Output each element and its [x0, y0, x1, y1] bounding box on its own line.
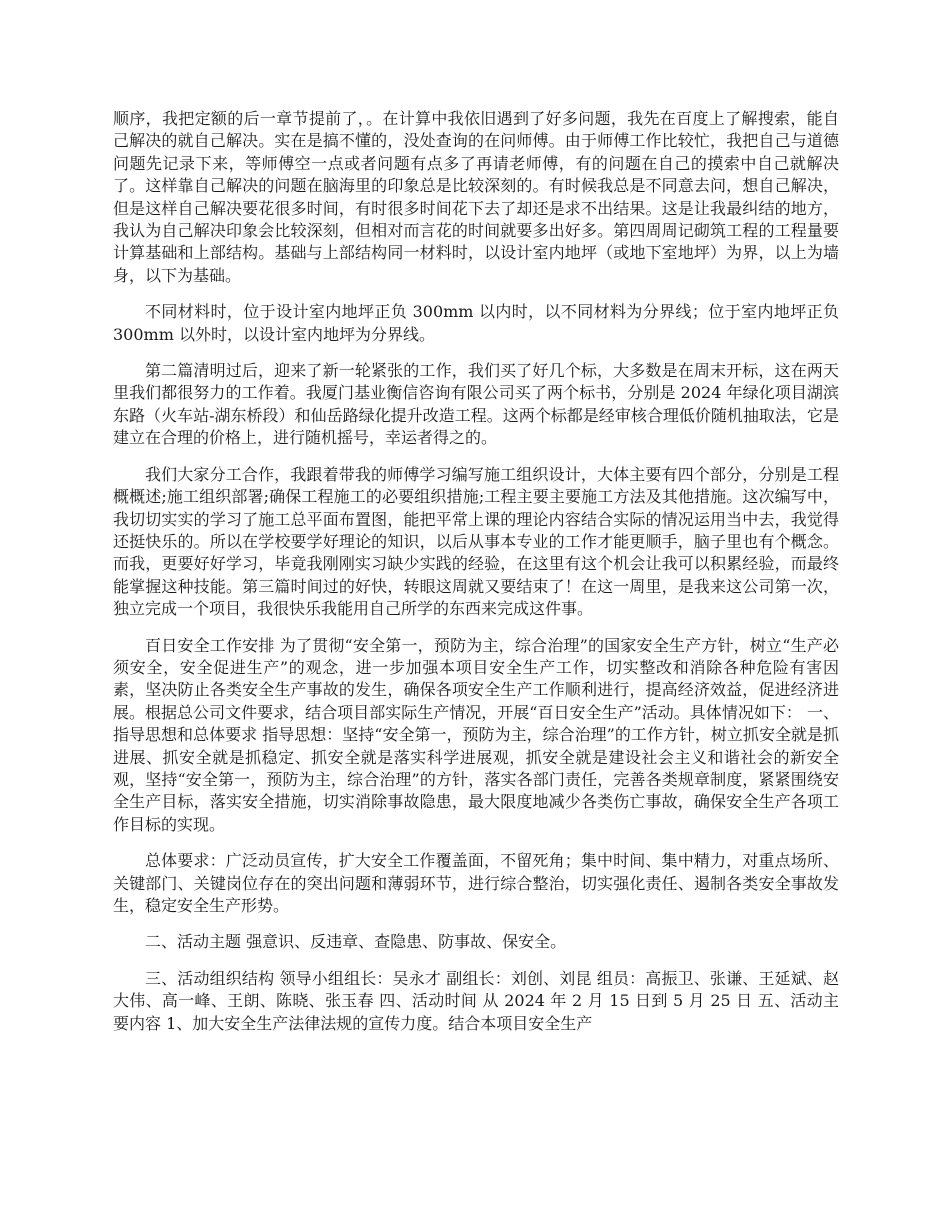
paragraph-4: 我们大家分工合作，我跟着带我的师傅学习编写施工组织设计，大体主要有四个部分，分别是工程概概述;施工组织部署;确保工程施工的必要组织措施;工程主要主要施工方法及其他措施。这次编写中，我切切实实的学习了施工总平面布置图，能把平常上课的理论内容结合实际的情况运用当中去，我觉得还挺快乐的。所以在学校要学好理论的知识，以后从事本专业的工作才能更顺手，脑子里也有个概念。而我，更要好好学习，毕竟我刚刚实习缺少实践的经验，在这里有这个机会让我可以积累经验，而最终能掌握这种技能。第三篇时间过的好快，转眼这周就又要结束了！在这一周里，是我来这公司第一次，独立完成一个项目，我很快乐我能用自己所学的东西来完成这件事。 [113, 464, 839, 619]
paragraph-5: 百日安全工作安排 为了贯彻“安全第一，预防为主，综合治理”的国家安全生产方针，树立“生产必须安全，安全促进生产”的观念，进一步加强本项目安全生产工作，切实整改和消除各种危险有害因素，坚决防止各类安全生产事故的发生，确保各项安全生产工作顺利进行，提高经济效益，促进经济进展。根据总公司文件要求，结合项目部实际生产情况，开展“百日安全生产”活动。具体情况如下： 一、指导思想和总体要求 指导思想：坚持“安全第一，预防为主，综合治理”的工作方针，树立抓安全就是抓进展、抓安全就是抓稳定、抓安全就是落实科学进展观，抓安全就是建设社会主义和谐社会的新安全观，坚持“安全第一，预防为主，综合治理”的方针，落实各部门责任，完善各类规章制度，紧紧围绕安全生产目标，落实安全措施，切实消除事故隐患，最大限度地减少各类伤亡事故，确保安全生产各项工作目标的实现。 [113, 635, 839, 834]
paragraph-6: 总体要求：广泛动员宣传，扩大安全工作覆盖面，不留死角；集中时间、集中精力，对重点场所、关键部门、关键岗位存在的突出问题和薄弱环节，进行综合整治，切实强化责任、遏制各类安全事故发生，稳定安全生产形势。 [113, 851, 839, 915]
paragraph-7: 二、活动主题 强意识、反违章、查隐患、防事故、保安全。 [145, 932, 567, 952]
document-page [113, 108, 839, 1049]
paragraph-3: 第二篇清明过后，迎来了新一轮紧张的工作，我们买了好几个标，大多数是在周末开标，这在两天里我们都很努力的工作着。我厦门基业衡信咨询有限公司买了两个标书，分别是 2024 年绿化项目湖滨东路（火车站-湖东桥段）和仙岳路绿化提升改造工程。这两个标都是经审核合理低价随机抽取法，它是建立在合理的价格上，进行随机摇号，幸运者得之的。 [113, 361, 839, 448]
paragraph-8: 三、活动组织结构 领导小组组长：吴永才 副组长：刘创、刘昆 组员：高振卫、张谦、王延斌、赵大伟、高一峰、王朗、陈晓、张玉春 四、活动时间 从 2024 年 2 月 15 日到 5 月 25 日 五、活动主要内容 1、加大安全生产法律法规的宣传力度。结合本项目安全生产 [113, 968, 839, 1033]
paragraph-1: 顺序，我把定额的后一章节提前了，。在计算中我依旧遇到了好多问题，我先在百度上了解搜索，能自己解决的就自己解决。实在是搞不懂的，没处查询的在问师傅。由于师傅工作比较忙，我把自己与道德问题先记录下来，等师傅空一点或者问题有点多了再请老师傅，有的问题在自己的摸索中自己就解决了。这样靠自己解决的问题在脑海里的印象总是比较深刻的。有时候我总是不同意去问，想自己解决，但是这样自己解决要花很多时间，有时很多时间花下去了却还是求不出结果。这是让我最纠结的地方，我认为自己解决印象会比较深刻，但相对而言花的时间就要多出好多。第四周周记砌筑工程的工程量要计算基础和上部结构。基础与上部结构同一材料时，以设计室内地坪（或地下室地坪）为界，以上为墙身，以下为基础。 [113, 109, 839, 285]
paragraph-2: 不同材料时，位于设计室内地坪正负 300mm 以内时，以不同材料为分界线；位于室内地坪正负 300mm 以外时，以设计室内地坪为分界线。 [113, 302, 839, 344]
